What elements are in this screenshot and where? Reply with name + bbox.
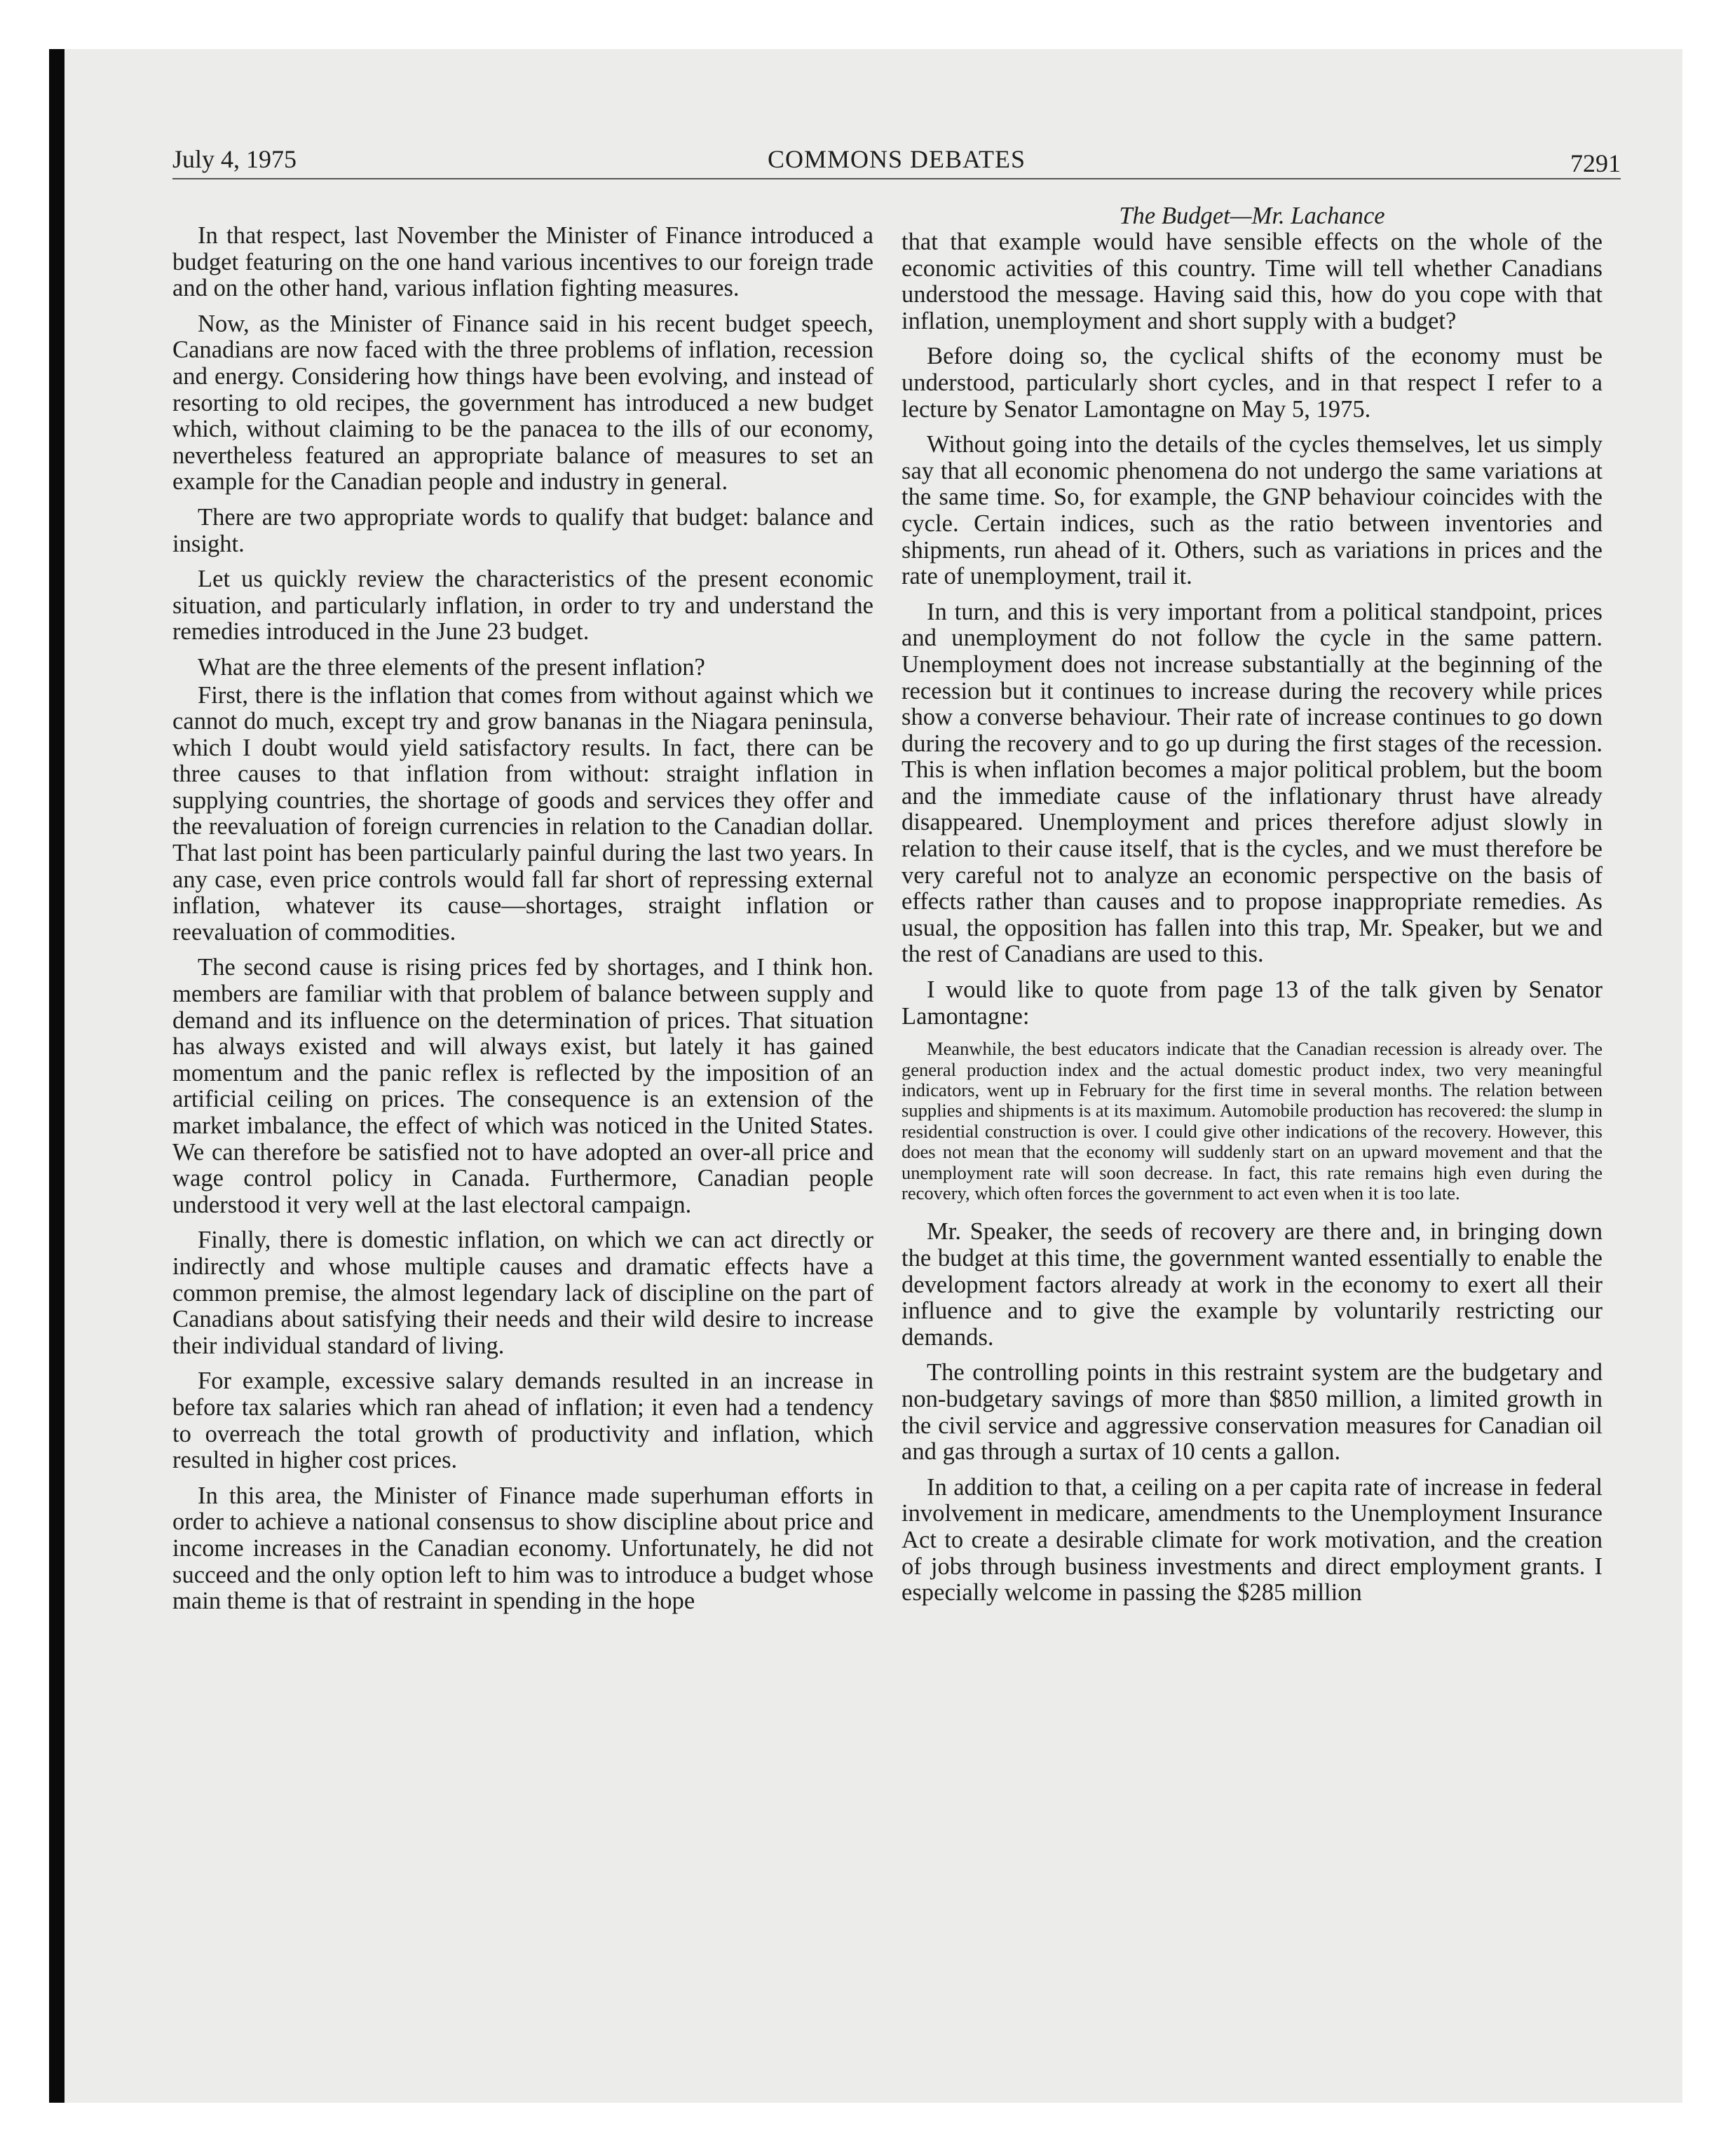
section-header: The Budget—Mr. Lachance: [1119, 203, 1385, 229]
paragraph: What are the three elements of the present inflation?: [198, 653, 705, 681]
paragraph: The second cause is rising prices fed by shortages, and I think hon. members are familiar with that problem of balance between supply and demand and its influence on the determination of prices. That situation has always existed and will always exist, but lately it has gained momentum and the panic reflex is reflected by the imposition of an artificial ceiling on prices. The consequence is an extension of the market imbalance, the effect of which was noticed in the United States. We can therefore be satisfied not to have adopted an over-all price and wage control policy in Canada. Furthermore, Canadian people understood it very well at the last electoral campaign.: [172, 954, 873, 1218]
header-date: July 4, 1975: [172, 145, 297, 173]
block-quote: Meanwhile, the best educators indicate that the Canadian recession is already over. The general production index and the actual domestic product index, two very meaningful indicators, went up in February for the first time in several months. The relation between supplies and shipments is at its maximum. Automobile production has recovered: the slump in residential construction is over. I could give other indications of the recovery. However, this does not mean that the economy will suddenly start on an upward movement and that the unemployment rate will soon decrease. In fact, this rate remains high even during the recovery, which often forces the government to act even when it is too late.: [901, 1038, 1603, 1204]
paragraph: In turn, and this is very important from a political standpoint, prices and unemployment do not follow the cycle in the same pattern. Unemployment does not increase substantially at the beginning of the recession but it continues to increase during the recovery while prices show a converse behaviour. Their rate of increase continues to go down during the recovery and to go up during the first stages of the recession. This is when inflation becomes a major political problem, but the boom and the immediate cause of the inflationary thrust have already disappeared. Unemployment and prices therefore adjust slowly in relation to their cause itself, that is the cycles, and we must therefore be very careful not to analyze an economic perspective on the basis of effects rather than causes and to propose inappropriate remedies. As usual, the opposition has fallen into this trap, Mr. Speaker, but we and the rest of Canadians are used to this.: [901, 598, 1603, 968]
paragraph: First, there is the inflation that comes from without against which we cannot do much, except try and grow bananas in the Niagara peninsula, which I doubt would yield satisfactory results. In fact, there can be three causes to that inflation from without: straight inflation in supplying countries, the shortage of goods and services they offer and the reevaluation of foreign currencies in relation to the Canadian dollar. That last point has been particularly painful during the last two years. In any case, even price controls would fall far short of repressing external inflation, whatever its cause—shortages, straight inflation or reevaluation of commodities.: [172, 681, 873, 946]
paragraph: Finally, there is domestic inflation, on which we can act directly or indirectly and whose multiple causes and dramatic effects have a common premise, the almost legendary lack of discipline on the part of Canadians about satisfying their needs and their wild desire to increase their individual standard of living.: [172, 1227, 873, 1359]
paragraph: The controlling points in this restraint system are the budgetary and non-budgetary savings of more than $850 million, a limited growth in the civil service and aggressive conservation measures for Canadian oil and gas through a surtax of 10 cents a gallon.: [901, 1359, 1603, 1466]
paragraph-continuation: that that example would have sensible effects on the whole of the economic activities of this country. Time will tell whether Canadians understood the message. Having said this, how do you cope with that inflation, unemployment and short supply with a budget?: [901, 228, 1603, 334]
paragraph: In this area, the Minister of Finance made superhuman efforts in order to achieve a national consensus to show discipline about price and income increases in the Canadian economy. Unfortunately, he did not succeed and the only option left to him was to introduce a budget whose main theme is that of restraint in spending in the hope: [172, 1482, 873, 1615]
paragraph: I would like to quote from page 13 of the talk given by Senator Lamontagne:: [901, 976, 1603, 1030]
paragraph: In addition to that, a ceiling on a per capita rate of increase in federal involvement in medicare, amendments to the Unemployment Insurance Act to create a desirable climate for work motivation, and the creation of jobs through business investments and direct employment grants. I especially welcome in passing the $285 million: [901, 1473, 1603, 1606]
paragraph: Before doing so, the cyclical shifts of the economy must be understood, particularly short cycles, and in that respect I refer to a lecture by Senator Lamontagne on May 5, 1975.: [901, 343, 1603, 423]
left-column: [172, 223, 873, 1624]
paragraph: There are two appropriate words to qualify that budget: balance and insight.: [172, 503, 873, 557]
paragraph: Let us quickly review the characteristics of the present economic situation, and particularly inflation, in order to try and understand the remedies introduced in the June 23 budget.: [172, 566, 873, 646]
binding-edge: [49, 49, 64, 2103]
paragraph: In that respect, last November the Minister of Finance introduced a budget featuring on the one hand various incentives to our foreign trade and on the other hand, various inflation fighting measures.: [172, 222, 873, 302]
paragraph: Without going into the details of the cycles themselves, let us simply say that all economic phenomena do not undergo the same variations at the same time. So, for example, the GNP behaviour coincides with the cycle. Certain indices, such as the ratio between inventories and shipments, run ahead of it. Others, such as variations in prices and the rate of unemployment, trail it.: [901, 431, 1603, 590]
header-journal-title: COMMONS DEBATES: [767, 145, 1026, 173]
header-page-number: 7291: [1570, 149, 1621, 177]
paragraph: Mr. Speaker, the seeds of recovery are there and, in bringing down the budget at this time, the government wanted essentially to enable the development factors already at work in the economy to exert all their influence and to give the example by voluntarily restricting our demands.: [901, 1218, 1603, 1351]
running-head: [172, 140, 1621, 179]
right-column: [901, 203, 1603, 1616]
paragraph: Now, as the Minister of Finance said in his recent budget speech, Canadians are now faced with the three problems of inflation, recession and energy. Considering how things have been evolving, and instead of resorting to old recipes, the government has introduced a new budget which, without claiming to be the panacea to the ills of our economy, nevertheless featured an appropriate balance of measures to set an example for the Canadian people and industry in general.: [172, 310, 873, 496]
paragraph: For example, excessive salary demands resulted in an increase in before tax salaries which ran ahead of inflation; it even had a tendency to overreach the total growth of productivity and inflation, which resulted in higher cost prices.: [172, 1367, 873, 1474]
